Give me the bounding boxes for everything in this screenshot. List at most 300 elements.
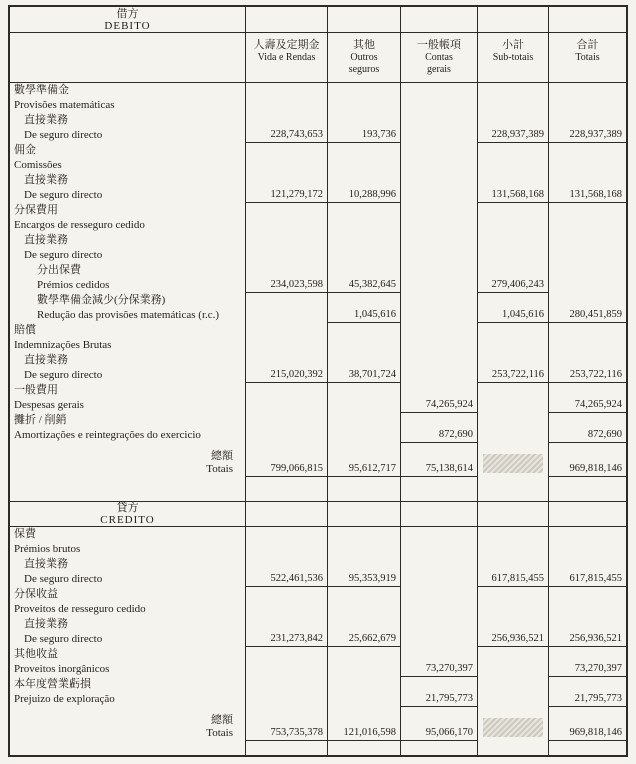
row-label: 其他收益 (10, 647, 246, 662)
value-cell (478, 587, 549, 602)
value-cell (401, 632, 478, 647)
gap-cell (10, 741, 246, 755)
bottom-gap-row (10, 741, 626, 755)
value-cell (549, 557, 626, 572)
value-cell (549, 233, 626, 248)
table-row (10, 113, 626, 128)
value-cell (328, 383, 401, 398)
value-cell (549, 677, 626, 692)
row-label: 分保費用 (10, 203, 246, 218)
table-row (10, 188, 626, 203)
value-cell (328, 248, 401, 263)
value-cell (549, 527, 626, 542)
table-row (10, 218, 626, 233)
row-label: De seguro directo (10, 128, 246, 143)
total-cell: 75,138,614 (401, 449, 478, 477)
value-cell (246, 98, 328, 113)
table-row (10, 383, 626, 398)
table-row (10, 98, 626, 113)
value-cell (478, 353, 549, 368)
value-cell (328, 158, 401, 173)
value-cell (478, 677, 549, 692)
table-row (10, 413, 626, 428)
value-cell: 617,815,455 (549, 572, 626, 587)
value-cell (549, 617, 626, 632)
table-row (10, 428, 626, 443)
shaded-cell-pattern (483, 454, 543, 473)
value-cell (246, 83, 328, 98)
value-cell (328, 617, 401, 632)
section-title-zh: 借方 (116, 7, 139, 20)
value-cell (401, 587, 478, 602)
value-cell (478, 323, 549, 338)
gap-cell (401, 741, 478, 755)
row-label: Prémios cedidos (10, 278, 246, 293)
value-cell (246, 647, 328, 662)
row-label: Amortizações e reintegrações do exercicio (10, 428, 246, 443)
gap-cell (401, 477, 478, 501)
value-cell (401, 527, 478, 542)
row-label: De seguro directo (10, 572, 246, 587)
value-cell (549, 353, 626, 368)
value-cell: 228,937,389 (549, 128, 626, 143)
row-label: 分出保費 (10, 263, 246, 278)
total-cell: 95,066,170 (401, 713, 478, 741)
value-cell (246, 557, 328, 572)
value-cell (549, 98, 626, 113)
value-cell (478, 692, 549, 707)
value-cell (401, 158, 478, 173)
gap-cell (246, 741, 328, 755)
row-label: 保費 (10, 527, 246, 542)
value-cell (328, 677, 401, 692)
value-cell (401, 557, 478, 572)
table-row (10, 677, 626, 692)
value-cell (328, 203, 401, 218)
table-row (10, 308, 626, 323)
row-label: De seguro directo (10, 632, 246, 647)
value-cell (328, 428, 401, 443)
value-cell (328, 113, 401, 128)
table-row (10, 572, 626, 587)
value-cell (246, 113, 328, 128)
value-cell (549, 587, 626, 602)
value-cell: 872,690 (549, 428, 626, 443)
value-cell (401, 203, 478, 218)
value-cell: 253,722,116 (478, 368, 549, 383)
total-label-cell (10, 449, 246, 477)
value-cell (478, 158, 549, 173)
section-title-row-debito (10, 7, 626, 33)
value-cell (401, 98, 478, 113)
column-header-cell (549, 33, 626, 82)
statement-table (8, 5, 628, 757)
value-cell (328, 662, 401, 677)
total-label-zh: 總額 (211, 714, 233, 726)
section-title-pt: DEBITO (104, 19, 151, 32)
table-row (10, 587, 626, 602)
value-cell (328, 83, 401, 98)
value-cell (549, 143, 626, 158)
value-cell (328, 143, 401, 158)
shaded-cell-pattern (483, 718, 543, 737)
value-cell (328, 173, 401, 188)
value-cell: 522,461,536 (246, 572, 328, 587)
value-cell: 74,265,924 (549, 398, 626, 413)
row-label: 直接業務 (10, 353, 246, 368)
section-title-cell (10, 502, 246, 526)
value-cell (328, 338, 401, 353)
total-row-credito (10, 713, 626, 741)
row-label: 直接業務 (10, 617, 246, 632)
total-cell: 95,612,717 (328, 449, 401, 477)
value-cell (401, 218, 478, 233)
row-label: De seguro directo (10, 248, 246, 263)
column-header-pt: gerais (427, 64, 451, 75)
row-label: Prémios brutos (10, 542, 246, 557)
column-header-pt: Vida e Rendas (257, 52, 316, 63)
total-cell: 969,818,146 (549, 713, 626, 741)
table-row (10, 248, 626, 263)
value-cell (328, 293, 401, 308)
column-header-pt: Outros (350, 52, 378, 63)
row-label: Redução das provisões matemáticas (r.c.) (10, 308, 246, 323)
value-cell (328, 557, 401, 572)
value-cell (478, 218, 549, 233)
value-cell (401, 338, 478, 353)
value-cell (401, 278, 478, 293)
value-cell (478, 248, 549, 263)
column-header-cell (478, 33, 549, 82)
value-cell: 131,568,168 (549, 188, 626, 203)
table-row (10, 527, 626, 542)
gap-cell (10, 477, 246, 501)
total-cell: 121,016,598 (328, 713, 401, 741)
value-cell: 74,265,924 (401, 398, 478, 413)
value-cell (478, 293, 549, 308)
value-cell (478, 338, 549, 353)
value-cell (328, 218, 401, 233)
row-label: 攤折 / 削銷 (10, 413, 246, 428)
value-cell (328, 413, 401, 428)
value-cell (401, 602, 478, 617)
value-cell (401, 542, 478, 557)
value-cell (401, 233, 478, 248)
section-title-pt: CREDITO (100, 514, 155, 526)
value-cell: 10,288,996 (328, 188, 401, 203)
value-cell (478, 398, 549, 413)
value-cell (328, 233, 401, 248)
value-cell (401, 248, 478, 263)
row-label: 直接業務 (10, 113, 246, 128)
value-cell (478, 143, 549, 158)
column-header-cell (246, 33, 328, 82)
value-cell (478, 542, 549, 557)
value-cell (478, 617, 549, 632)
row-label: Prejuizo de exploração (10, 692, 246, 707)
value-cell (246, 203, 328, 218)
total-label-zh: 總額 (211, 450, 233, 462)
value-cell (246, 662, 328, 677)
total-cell: 969,818,146 (549, 449, 626, 477)
value-cell: 234,023,598 (246, 278, 328, 293)
value-cell (246, 233, 328, 248)
value-cell (246, 617, 328, 632)
title-spacer-cell (401, 502, 478, 526)
column-header-pt: seguros (348, 64, 380, 75)
value-cell: 73,270,397 (401, 662, 478, 677)
total-row-debito (10, 449, 626, 477)
value-cell (246, 587, 328, 602)
section-title-row-credito (10, 501, 626, 527)
value-cell (328, 587, 401, 602)
table-row (10, 662, 626, 677)
value-cell (246, 527, 328, 542)
value-cell (401, 617, 478, 632)
value-cell (401, 413, 478, 428)
value-cell: 256,936,521 (549, 632, 626, 647)
value-cell (478, 602, 549, 617)
value-cell (328, 398, 401, 413)
table-row (10, 338, 626, 353)
value-cell (401, 128, 478, 143)
value-cell: 256,936,521 (478, 632, 549, 647)
table-row (10, 557, 626, 572)
title-spacer-cell (401, 7, 478, 32)
table-row (10, 632, 626, 647)
row-label: Comissões (10, 158, 246, 173)
row-label: Proveitos inorgânicos (10, 662, 246, 677)
gap-cell (549, 741, 626, 755)
value-cell (401, 173, 478, 188)
gap-cell (549, 477, 626, 501)
value-cell (246, 143, 328, 158)
value-cell (401, 647, 478, 662)
value-cell: 121,279,172 (246, 188, 328, 203)
value-cell (246, 323, 328, 338)
value-cell (549, 323, 626, 338)
value-cell (549, 293, 626, 308)
value-cell (246, 158, 328, 173)
value-cell (328, 527, 401, 542)
value-cell: 193,736 (328, 128, 401, 143)
value-cell (246, 383, 328, 398)
value-cell (246, 602, 328, 617)
column-header-zh: 一般帳項 (417, 39, 461, 51)
value-cell (549, 248, 626, 263)
value-cell (549, 263, 626, 278)
row-label: Encargos de resseguro cedido (10, 218, 246, 233)
value-cell (328, 323, 401, 338)
value-cell: 45,382,645 (328, 278, 401, 293)
total-cell: 753,735,378 (246, 713, 328, 741)
value-cell: 872,690 (401, 428, 478, 443)
value-cell (401, 383, 478, 398)
value-cell (478, 557, 549, 572)
table-row (10, 128, 626, 143)
value-cell: 25,662,679 (328, 632, 401, 647)
row-label: 一般費用 (10, 383, 246, 398)
value-cell (401, 677, 478, 692)
row-label: Proveitos de resseguro cedido (10, 602, 246, 617)
value-cell (328, 542, 401, 557)
table-row (10, 173, 626, 188)
column-header-pt: Contas (425, 52, 453, 63)
value-cell: 279,406,243 (478, 278, 549, 293)
row-label: 直接業務 (10, 173, 246, 188)
title-spacer-cell (549, 502, 626, 526)
value-cell: 1,045,616 (478, 308, 549, 323)
title-spacer-cell (478, 502, 549, 526)
value-cell: 617,815,455 (478, 572, 549, 587)
value-cell (246, 542, 328, 557)
value-cell (478, 173, 549, 188)
gap-cell (478, 741, 549, 755)
value-cell (401, 323, 478, 338)
table-row (10, 692, 626, 707)
row-label: 直接業務 (10, 557, 246, 572)
value-cell (549, 158, 626, 173)
total-label-cell (10, 713, 246, 741)
table-row (10, 293, 626, 308)
value-cell (478, 263, 549, 278)
table-row (10, 233, 626, 248)
value-cell: 131,568,168 (478, 188, 549, 203)
section-title-zh: 貸方 (116, 502, 139, 514)
value-cell (246, 413, 328, 428)
row-label: 賠償 (10, 323, 246, 338)
value-cell (246, 308, 328, 323)
value-cell (549, 278, 626, 293)
value-cell: 95,353,919 (328, 572, 401, 587)
value-cell (549, 647, 626, 662)
column-header-zh: 小計 (502, 39, 524, 51)
row-label: Despesas gerais (10, 398, 246, 413)
value-cell: 253,722,116 (549, 368, 626, 383)
value-cell (246, 293, 328, 308)
value-cell (246, 263, 328, 278)
row-label: 本年度營業虧損 (10, 677, 246, 692)
row-label: 佣金 (10, 143, 246, 158)
table-row (10, 542, 626, 557)
total-label-pt: Totais (206, 463, 233, 475)
column-header-zh: 合計 (576, 39, 599, 51)
row-label: De seguro directo (10, 188, 246, 203)
value-cell (328, 98, 401, 113)
table-row (10, 263, 626, 278)
table-row (10, 353, 626, 368)
table-row (10, 203, 626, 218)
value-cell: 21,795,773 (549, 692, 626, 707)
title-spacer-cell (478, 7, 549, 32)
row-label: Indemnizações Brutas (10, 338, 246, 353)
gap-cell (478, 477, 549, 501)
value-cell (401, 308, 478, 323)
value-cell: 1,045,616 (328, 308, 401, 323)
table-row (10, 83, 626, 98)
value-cell (246, 677, 328, 692)
value-cell (549, 413, 626, 428)
title-spacer-cell (328, 502, 401, 526)
value-cell (328, 692, 401, 707)
section-gap-row (10, 477, 626, 501)
value-cell (549, 542, 626, 557)
table-row (10, 398, 626, 413)
value-cell (401, 143, 478, 158)
value-cell (246, 173, 328, 188)
row-label: 數學準備金減少(分保業務) (10, 293, 246, 308)
title-spacer-cell (246, 502, 328, 526)
value-cell (328, 353, 401, 368)
value-cell (478, 83, 549, 98)
row-label: 直接業務 (10, 233, 246, 248)
total-cell (478, 713, 549, 741)
value-cell (478, 113, 549, 128)
column-header-pt: Totais (575, 52, 600, 63)
value-cell (478, 428, 549, 443)
value-cell (549, 203, 626, 218)
value-cell (328, 263, 401, 278)
value-cell (401, 263, 478, 278)
column-header-zh: 人壽及定期金 (253, 39, 320, 51)
value-cell (401, 83, 478, 98)
value-cell: 215,020,392 (246, 368, 328, 383)
value-cell (478, 98, 549, 113)
value-cell (478, 527, 549, 542)
table-row (10, 617, 626, 632)
value-cell (478, 233, 549, 248)
column-header-row (10, 33, 626, 83)
value-cell (246, 428, 328, 443)
value-cell (401, 113, 478, 128)
value-cell (478, 203, 549, 218)
value-cell: 228,937,389 (478, 128, 549, 143)
value-cell (549, 83, 626, 98)
title-spacer-cell (246, 7, 328, 32)
value-cell (401, 368, 478, 383)
value-cell (549, 383, 626, 398)
table-row (10, 323, 626, 338)
value-cell (246, 218, 328, 233)
value-cell (549, 602, 626, 617)
value-cell (246, 248, 328, 263)
value-cell: 280,451,859 (549, 308, 626, 323)
total-cell: 799,066,815 (246, 449, 328, 477)
value-cell (549, 173, 626, 188)
table-row (10, 158, 626, 173)
value-cell: 38,701,724 (328, 368, 401, 383)
table-row (10, 647, 626, 662)
column-header-pt: Sub-totais (492, 52, 534, 63)
title-spacer-cell (549, 7, 626, 32)
title-spacer-cell (328, 7, 401, 32)
column-header-cell (401, 33, 478, 82)
value-cell (328, 602, 401, 617)
value-cell (246, 353, 328, 368)
table-row (10, 143, 626, 158)
column-header-cell (328, 33, 401, 82)
row-label: 數學準備金 (10, 83, 246, 98)
value-cell: 231,273,842 (246, 632, 328, 647)
value-cell (549, 218, 626, 233)
gap-cell (328, 741, 401, 755)
value-cell (246, 338, 328, 353)
value-cell (478, 383, 549, 398)
row-label: Provisões matemáticas (10, 98, 246, 113)
total-label-pt: Totais (206, 727, 233, 739)
value-cell (478, 413, 549, 428)
gap-cell (328, 477, 401, 501)
